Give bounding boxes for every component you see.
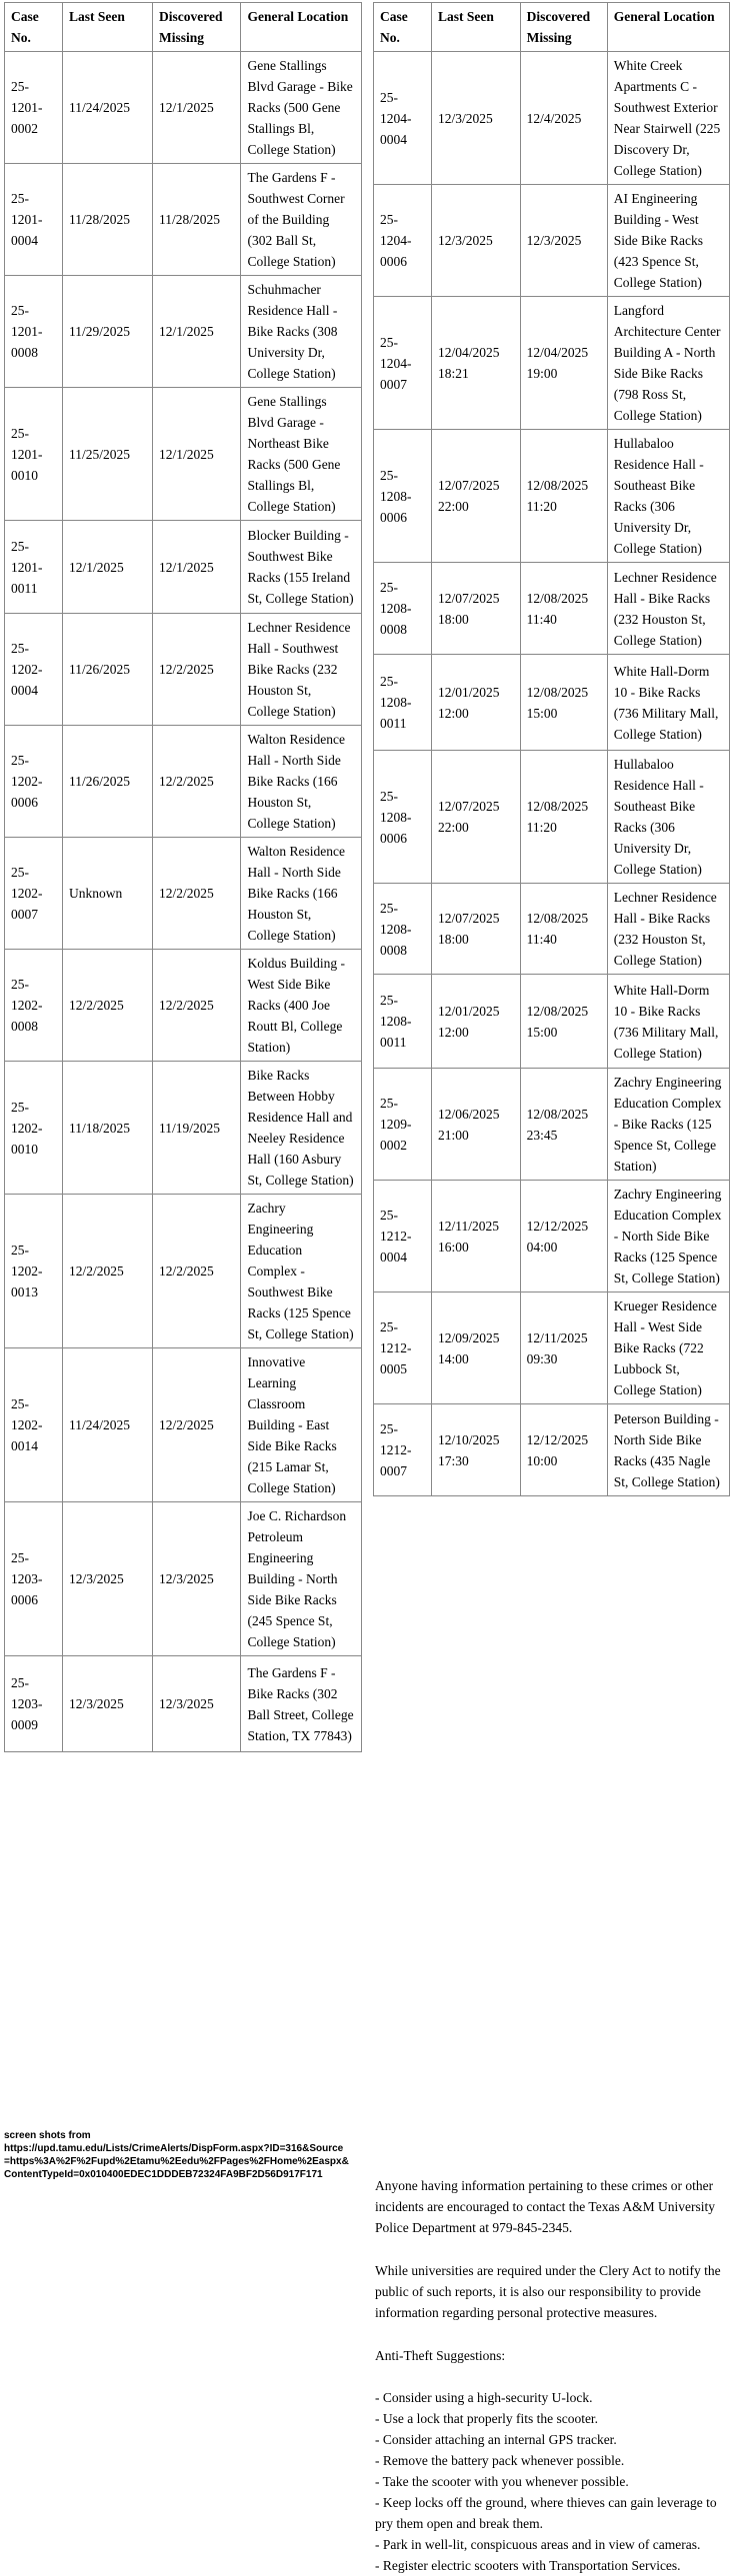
table-row bbox=[5, 388, 362, 521]
table-row bbox=[5, 521, 362, 614]
general-location-cell: Lechner Residence Hall - Southwest Bike Racks (232 Houston St, College Station) bbox=[241, 614, 362, 726]
general-location-cell: AI Engineering Building - West Side Bike Racks (423 Spence St, College Station) bbox=[607, 185, 729, 297]
general-location-cell: Zachry Engineering Education Complex - Southwest Bike Racks (125 Spence St, College Station) bbox=[241, 1195, 362, 1348]
table-row bbox=[374, 655, 730, 751]
discovered-missing-cell: 12/08/2025 23:45 bbox=[520, 1069, 607, 1181]
discovered-missing-cell: 12/1/2025 bbox=[152, 521, 240, 614]
case-number-cell: 25-1201-0010 bbox=[5, 388, 63, 521]
last-seen-cell: 12/09/2025 14:00 bbox=[432, 1292, 521, 1404]
case-number-cell: 25-1202-0008 bbox=[5, 950, 63, 1062]
incident-table-right bbox=[373, 2, 730, 1496]
table-row bbox=[5, 726, 362, 838]
general-location-cell: Walton Residence Hall - North Side Bike Racks (166 Houston St, College Station) bbox=[241, 726, 362, 838]
general-location-cell: Langford Architecture Center Building A - North Side Bike Racks (798 Ross St, College Station) bbox=[607, 297, 729, 430]
last-seen-cell: 12/07/2025 22:00 bbox=[432, 751, 521, 884]
table-row bbox=[5, 1348, 362, 1502]
general-location-cell: White Creek Apartments C - Southwest Exterior Near Stairwell (225 Discovery Dr, College Station) bbox=[607, 52, 729, 185]
discovered-missing-cell: 12/3/2025 bbox=[520, 185, 607, 297]
last-seen-cell: 11/26/2025 bbox=[62, 726, 152, 838]
header-discovered-missing: Discovered Missing bbox=[520, 3, 607, 52]
case-number-cell: 25-1208-0011 bbox=[374, 975, 432, 1069]
table-row bbox=[374, 297, 730, 430]
discovered-missing-cell: 12/08/2025 11:40 bbox=[520, 884, 607, 975]
discovered-missing-cell: 12/4/2025 bbox=[520, 52, 607, 185]
last-seen-cell: 12/11/2025 16:00 bbox=[432, 1181, 521, 1292]
general-location-cell: The Gardens F - Southwest Corner of the Building (302 Ball St, College Station) bbox=[241, 164, 362, 276]
general-location-cell: Hullabaloo Residence Hall - Southeast Bike Racks (306 University Dr, College Station) bbox=[607, 751, 729, 884]
table-row bbox=[5, 1195, 362, 1348]
general-location-cell: Lechner Residence Hall - Bike Racks (232 Houston St, College Station) bbox=[607, 563, 729, 655]
discovered-missing-cell: 12/1/2025 bbox=[152, 52, 240, 164]
table-row bbox=[5, 1502, 362, 1656]
general-location-cell: Krueger Residence Hall - West Side Bike Racks (722 Lubbock St, College Station) bbox=[607, 1292, 729, 1404]
last-seen-cell: 11/24/2025 bbox=[62, 52, 152, 164]
case-number-cell: 25-1202-0010 bbox=[5, 1062, 63, 1195]
source-caption bbox=[4, 2129, 349, 2181]
table-row bbox=[5, 52, 362, 164]
general-location-cell: Joe C. Richardson Petroleum Engineering Building - North Side Bike Racks (245 Spence St, College Station) bbox=[241, 1502, 362, 1656]
general-location-cell: White Hall-Dorm 10 - Bike Racks (736 Military Mall, College Station) bbox=[607, 975, 729, 1069]
last-seen-cell: 11/25/2025 bbox=[62, 388, 152, 521]
last-seen-cell: 11/28/2025 bbox=[62, 164, 152, 276]
table-row bbox=[374, 185, 730, 297]
case-number-cell: 25-1202-0014 bbox=[5, 1348, 63, 1502]
general-location-cell: Bike Racks Between Hobby Residence Hall and Neeley Residence Hall (160 Asbury St, College Station) bbox=[241, 1062, 362, 1195]
discovered-missing-cell: 12/2/2025 bbox=[152, 726, 240, 838]
last-seen-cell: Unknown bbox=[62, 838, 152, 950]
last-seen-cell: 11/24/2025 bbox=[62, 1348, 152, 1502]
case-number-cell: 25-1212-0007 bbox=[374, 1404, 432, 1496]
last-seen-cell: 12/3/2025 bbox=[432, 52, 521, 185]
case-number-cell: 25-1202-0013 bbox=[5, 1195, 63, 1348]
general-location-cell: Peterson Building - North Side Bike Racks (435 Nagle St, College Station) bbox=[607, 1404, 729, 1496]
case-number-cell: 25-1204-0004 bbox=[374, 52, 432, 185]
discovered-missing-cell: 12/1/2025 bbox=[152, 388, 240, 521]
general-location-cell: Schuhmacher Residence Hall - Bike Racks (308 University Dr, College Station) bbox=[241, 276, 362, 388]
header-case-no: Case No. bbox=[5, 3, 63, 52]
general-location-cell: Koldus Building - West Side Bike Racks (400 Joe Routt Bl, College Station) bbox=[241, 950, 362, 1062]
general-location-cell: Gene Stallings Blvd Garage - Bike Racks (500 Gene Stallings Bl, College Station) bbox=[241, 52, 362, 164]
table-row bbox=[374, 52, 730, 185]
anti-theft-tip: - Use a lock that properly fits the scooter. bbox=[375, 2411, 599, 2426]
header-last-seen: Last Seen bbox=[432, 3, 521, 52]
discovered-missing-cell: 12/04/2025 19:00 bbox=[520, 297, 607, 430]
anti-theft-tip: - Register electric scooters with Transportation Services. bbox=[375, 2558, 681, 2573]
discovered-missing-cell: 12/3/2025 bbox=[152, 1502, 240, 1656]
last-seen-cell: 12/3/2025 bbox=[62, 1502, 152, 1656]
last-seen-cell: 11/18/2025 bbox=[62, 1062, 152, 1195]
table-row bbox=[374, 751, 730, 884]
general-location-cell: Blocker Building - Southwest Bike Racks (155 Ireland St, College Station) bbox=[241, 521, 362, 614]
last-seen-cell: 12/07/2025 18:00 bbox=[432, 884, 521, 975]
last-seen-cell: 12/01/2025 12:00 bbox=[432, 655, 521, 751]
discovered-missing-cell: 12/08/2025 11:20 bbox=[520, 751, 607, 884]
general-location-cell: The Gardens F - Bike Racks (302 Ball Street, College Station, TX 77843) bbox=[241, 1656, 362, 1752]
case-number-cell: 25-1203-0006 bbox=[5, 1502, 63, 1656]
table-header-row bbox=[374, 3, 730, 52]
general-location-cell: Walton Residence Hall - North Side Bike Racks (166 Houston St, College Station) bbox=[241, 838, 362, 950]
general-location-cell: Zachry Engineering Education Complex - Bike Racks (125 Spence St, College Station) bbox=[607, 1069, 729, 1181]
anti-theft-tip: - Park in well-lit, conspicuous areas and in view of cameras. bbox=[375, 2537, 701, 2552]
case-number-cell: 25-1212-0004 bbox=[374, 1181, 432, 1292]
general-location-cell: Hullabaloo Residence Hall - Southeast Bike Racks (306 University Dr, College Station) bbox=[607, 430, 729, 563]
case-number-cell: 25-1208-0008 bbox=[374, 884, 432, 975]
last-seen-cell: 12/3/2025 bbox=[62, 1656, 152, 1752]
case-number-cell: 25-1202-0006 bbox=[5, 726, 63, 838]
last-seen-cell: 12/3/2025 bbox=[432, 185, 521, 297]
discovered-missing-cell: 12/12/2025 10:00 bbox=[520, 1404, 607, 1496]
discovered-missing-cell: 12/08/2025 15:00 bbox=[520, 975, 607, 1069]
discovered-missing-cell: 12/2/2025 bbox=[152, 614, 240, 726]
table-row bbox=[374, 1069, 730, 1181]
anti-theft-tip: - Consider using a high-security U-lock. bbox=[375, 2390, 593, 2405]
table-row bbox=[374, 430, 730, 563]
anti-theft-tip: - Take the scooter with you whenever possible. bbox=[375, 2474, 629, 2489]
table-row bbox=[374, 975, 730, 1069]
case-number-cell: 25-1209-0002 bbox=[374, 1069, 432, 1181]
table-row bbox=[374, 1181, 730, 1292]
case-number-cell: 25-1201-0008 bbox=[5, 276, 63, 388]
contact-paragraph: Anyone having information pertaining to these crimes or other incidents are encouraged to contact the Texas A&M University Police Department at 979-845-2345. bbox=[375, 2178, 715, 2235]
header-last-seen: Last Seen bbox=[62, 3, 152, 52]
discovered-missing-cell: 12/12/2025 04:00 bbox=[520, 1181, 607, 1292]
discovered-missing-cell: 11/19/2025 bbox=[152, 1062, 240, 1195]
header-case-no: Case No. bbox=[374, 3, 432, 52]
general-location-cell: White Hall-Dorm 10 - Bike Racks (736 Military Mall, College Station) bbox=[607, 655, 729, 751]
table-header-row bbox=[5, 3, 362, 52]
header-general-location: General Location bbox=[607, 3, 729, 52]
table-row bbox=[5, 838, 362, 950]
last-seen-cell: 11/29/2025 bbox=[62, 276, 152, 388]
last-seen-cell: 12/01/2025 12:00 bbox=[432, 975, 521, 1069]
general-location-cell: Zachry Engineering Education Complex - North Side Bike Racks (125 Spence St, College Station) bbox=[607, 1181, 729, 1292]
table-row bbox=[374, 1292, 730, 1404]
safety-notes bbox=[375, 2175, 727, 2576]
general-location-cell: Gene Stallings Blvd Garage - Northeast Bike Racks (500 Gene Stallings Bl, College Station) bbox=[241, 388, 362, 521]
last-seen-cell: 12/1/2025 bbox=[62, 521, 152, 614]
caption-label: screen shots from bbox=[4, 2130, 91, 2141]
clery-act-paragraph: While universities are required under the Clery Act to notify the public of such reports, it is also our responsibility to provide information regarding personal protective measures. bbox=[375, 2263, 721, 2320]
table-row bbox=[5, 1062, 362, 1195]
case-number-cell: 25-1204-0007 bbox=[374, 297, 432, 430]
case-number-cell: 25-1202-0007 bbox=[5, 838, 63, 950]
case-number-cell: 25-1203-0009 bbox=[5, 1656, 63, 1752]
table-row bbox=[5, 164, 362, 276]
discovered-missing-cell: 12/2/2025 bbox=[152, 1348, 240, 1502]
anti-theft-tip: - Remove the battery pack whenever possible. bbox=[375, 2453, 625, 2468]
case-number-cell: 25-1204-0006 bbox=[374, 185, 432, 297]
discovered-missing-cell: 12/08/2025 11:40 bbox=[520, 563, 607, 655]
table-row bbox=[5, 614, 362, 726]
discovered-missing-cell: 12/08/2025 11:20 bbox=[520, 430, 607, 563]
discovered-missing-cell: 12/2/2025 bbox=[152, 950, 240, 1062]
discovered-missing-cell: 12/11/2025 09:30 bbox=[520, 1292, 607, 1404]
last-seen-cell: 11/26/2025 bbox=[62, 614, 152, 726]
last-seen-cell: 12/10/2025 17:30 bbox=[432, 1404, 521, 1496]
anti-theft-tip: - Keep locks off the ground, where thieves can gain leverage to pry them open and break them. bbox=[375, 2495, 717, 2531]
case-number-cell: 25-1201-0004 bbox=[5, 164, 63, 276]
case-number-cell: 25-1208-0011 bbox=[374, 655, 432, 751]
last-seen-cell: 12/2/2025 bbox=[62, 950, 152, 1062]
header-general-location: General Location bbox=[241, 3, 362, 52]
discovered-missing-cell: 12/2/2025 bbox=[152, 838, 240, 950]
anti-theft-list bbox=[375, 2387, 727, 2576]
case-number-cell: 25-1212-0005 bbox=[374, 1292, 432, 1404]
table-row bbox=[5, 950, 362, 1062]
table-row bbox=[5, 1656, 362, 1752]
discovered-missing-cell: 12/08/2025 15:00 bbox=[520, 655, 607, 751]
table-row bbox=[374, 563, 730, 655]
case-number-cell: 25-1208-0006 bbox=[374, 430, 432, 563]
last-seen-cell: 12/07/2025 22:00 bbox=[432, 430, 521, 563]
anti-theft-title: Anti-Theft Suggestions: bbox=[375, 2348, 506, 2363]
table-row bbox=[5, 276, 362, 388]
case-number-cell: 25-1202-0004 bbox=[5, 614, 63, 726]
discovered-missing-cell: 11/28/2025 bbox=[152, 164, 240, 276]
last-seen-cell: 12/2/2025 bbox=[62, 1195, 152, 1348]
table-row bbox=[374, 1404, 730, 1496]
case-number-cell: 25-1208-0008 bbox=[374, 563, 432, 655]
discovered-missing-cell: 12/2/2025 bbox=[152, 1195, 240, 1348]
discovered-missing-cell: 12/3/2025 bbox=[152, 1656, 240, 1752]
general-location-cell: Innovative Learning Classroom Building - East Side Bike Racks (215 Lamar St, College Station) bbox=[241, 1348, 362, 1502]
case-number-cell: 25-1201-0002 bbox=[5, 52, 63, 164]
last-seen-cell: 12/07/2025 18:00 bbox=[432, 563, 521, 655]
general-location-cell: Lechner Residence Hall - Bike Racks (232 Houston St, College Station) bbox=[607, 884, 729, 975]
table-row bbox=[374, 884, 730, 975]
discovered-missing-cell: 12/1/2025 bbox=[152, 276, 240, 388]
source-url: https://upd.tamu.edu/Lists/CrimeAlerts/DispForm.aspx?ID=316&Source=https%3A%2F%2Fupd%2Etamu%2Eedu%2FPages%2FHome%2Easpx&ContentTypeId=0x010400EDEC1DDDEB72324FA9BF2D56D917F171 bbox=[4, 2143, 349, 2180]
anti-theft-tip: - Consider attaching an internal GPS tracker. bbox=[375, 2432, 617, 2447]
last-seen-cell: 12/06/2025 21:00 bbox=[432, 1069, 521, 1181]
header-discovered-missing: Discovered Missing bbox=[152, 3, 240, 52]
case-number-cell: 25-1208-0006 bbox=[374, 751, 432, 884]
last-seen-cell: 12/04/2025 18:21 bbox=[432, 297, 521, 430]
case-number-cell: 25-1201-0011 bbox=[5, 521, 63, 614]
incident-table-left bbox=[4, 2, 362, 1752]
